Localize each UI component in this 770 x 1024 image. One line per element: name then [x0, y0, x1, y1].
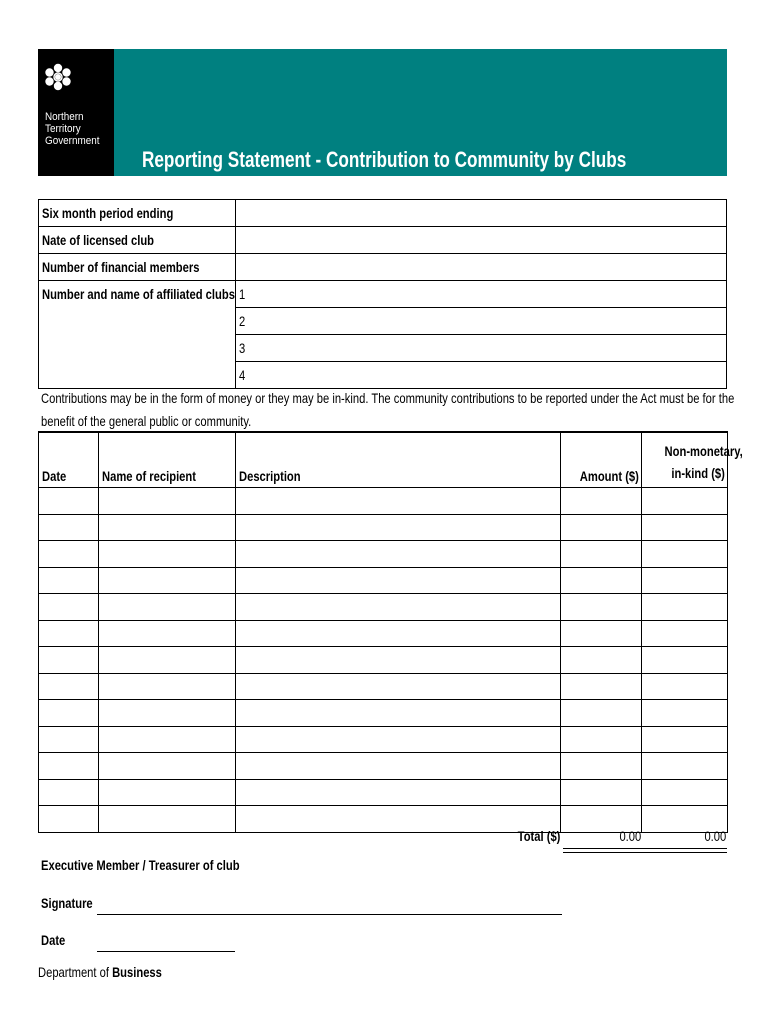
nonmonetary-cell[interactable] — [642, 541, 728, 568]
dept-name: Business — [112, 964, 162, 980]
amount-cell[interactable] — [561, 488, 642, 515]
description-cell[interactable] — [236, 488, 561, 515]
col-header-nonmonetary: Non-monetary, in-kind ($) — [642, 432, 728, 488]
members-row — [39, 254, 727, 281]
date-cell[interactable] — [39, 488, 99, 515]
nonmonetary-cell[interactable] — [642, 779, 728, 806]
amount-cell[interactable] — [561, 779, 642, 806]
amount-cell[interactable] — [561, 753, 642, 780]
col-header-recipient: Name of recipient — [99, 432, 236, 488]
recipient-cell[interactable] — [99, 673, 236, 700]
table-row — [39, 594, 728, 621]
signature-label: Signature — [41, 895, 93, 911]
amount-cell[interactable] — [561, 700, 642, 727]
note-line: benefit of the general public or community. — [41, 413, 252, 429]
total-amount: 0.00 — [619, 828, 641, 844]
amount-cell[interactable] — [561, 726, 642, 753]
recipient-cell[interactable] — [99, 700, 236, 727]
table-row — [39, 541, 728, 568]
col-header-description: Description — [236, 432, 561, 488]
nonmonetary-cell[interactable] — [642, 620, 728, 647]
members-label: Number of financial members — [39, 254, 236, 281]
description-cell[interactable] — [236, 673, 561, 700]
table-row — [39, 620, 728, 647]
nonmonetary-cell[interactable] — [642, 514, 728, 541]
affiliated-club-field-3[interactable]: 3 — [236, 335, 727, 362]
recipient-cell[interactable] — [99, 594, 236, 621]
col-header-date: Date — [39, 432, 99, 488]
date-cell[interactable] — [39, 753, 99, 780]
recipient-cell[interactable] — [99, 806, 236, 833]
description-cell[interactable] — [236, 594, 561, 621]
page-title: Reporting Statement - Contribution to Community by Clubs — [142, 147, 627, 172]
date-cell[interactable] — [39, 567, 99, 594]
amount-cell[interactable] — [561, 620, 642, 647]
description-cell[interactable] — [236, 541, 561, 568]
nonmonetary-cell[interactable] — [642, 488, 728, 515]
nonmonetary-cell[interactable] — [642, 673, 728, 700]
department-footer — [38, 964, 193, 980]
flower-icon — [44, 63, 72, 91]
date-cell[interactable] — [39, 594, 99, 621]
affiliated-row — [39, 362, 727, 389]
table-row — [39, 567, 728, 594]
affiliated-row — [39, 308, 727, 335]
table-header-row — [39, 432, 728, 488]
affiliated-club-field-2[interactable]: 2 — [236, 308, 727, 335]
club-info-table — [38, 199, 727, 389]
executive-label: Executive Member / Treasurer of club — [41, 857, 240, 873]
description-cell[interactable] — [236, 514, 561, 541]
col-header-amount: Amount ($) — [561, 432, 642, 488]
table-row — [39, 647, 728, 674]
recipient-cell[interactable] — [99, 753, 236, 780]
amount-cell[interactable] — [561, 514, 642, 541]
recipient-cell[interactable] — [99, 541, 236, 568]
header-banner — [38, 49, 727, 176]
date-cell[interactable] — [39, 514, 99, 541]
period-row — [39, 200, 727, 227]
amount-cell[interactable] — [561, 673, 642, 700]
recipient-cell[interactable] — [99, 647, 236, 674]
club-row — [39, 227, 727, 254]
description-cell[interactable] — [236, 753, 561, 780]
description-cell[interactable] — [236, 567, 561, 594]
contributions-table — [38, 431, 743, 833]
date-cell[interactable] — [39, 779, 99, 806]
logo-line: Northern — [45, 111, 84, 123]
affiliated-row — [39, 281, 727, 308]
total-underline — [563, 848, 643, 853]
description-cell[interactable] — [236, 647, 561, 674]
date-label: Date — [41, 932, 66, 948]
members-field[interactable] — [236, 254, 727, 281]
date-cell[interactable] — [39, 726, 99, 753]
recipient-cell[interactable] — [99, 726, 236, 753]
affiliated-row — [39, 335, 727, 362]
table-row — [39, 726, 728, 753]
recipient-cell[interactable] — [99, 779, 236, 806]
amount-cell[interactable] — [561, 541, 642, 568]
affiliated-club-field-4[interactable]: 4 — [236, 362, 727, 389]
date-cell[interactable] — [39, 673, 99, 700]
date-cell[interactable] — [39, 806, 99, 833]
table-row — [39, 514, 728, 541]
total-nonmonetary: 0.00 — [704, 828, 726, 844]
description-cell[interactable] — [236, 726, 561, 753]
table-row — [39, 753, 728, 780]
contribution-note — [41, 387, 770, 433]
table-row — [39, 488, 728, 515]
club-label: Nate of licensed club — [39, 227, 236, 254]
date-cell[interactable] — [39, 541, 99, 568]
recipient-cell[interactable] — [99, 488, 236, 515]
date-line[interactable] — [97, 951, 235, 952]
description-cell[interactable] — [236, 700, 561, 727]
description-cell[interactable] — [236, 779, 561, 806]
note-line: Contributions may be in the form of money or they may be in-kind. The community contributions to be reported under the Act must be for the — [41, 390, 735, 406]
amount-cell[interactable] — [561, 647, 642, 674]
nt-government-logo — [38, 49, 114, 176]
nonmonetary-cell[interactable] — [642, 753, 728, 780]
amount-cell[interactable] — [561, 594, 642, 621]
date-cell[interactable] — [39, 647, 99, 674]
date-cell[interactable] — [39, 620, 99, 647]
logo-line: Territory — [45, 123, 81, 135]
nonmonetary-cell[interactable] — [642, 567, 728, 594]
recipient-cell[interactable] — [99, 567, 236, 594]
table-row — [39, 779, 728, 806]
table-row — [39, 673, 728, 700]
period-field[interactable] — [236, 200, 727, 227]
nonmonetary-cell[interactable] — [642, 726, 728, 753]
club-name-field[interactable] — [236, 227, 727, 254]
logo-text — [45, 111, 99, 147]
logo-line: Government — [45, 135, 100, 147]
affiliated-label: Number and name of affiliated clubs — [39, 281, 236, 308]
table-row — [39, 700, 728, 727]
total-label: Total ($) — [517, 828, 560, 844]
nonmonetary-cell[interactable] — [642, 700, 728, 727]
dept-prefix: Department of — [38, 964, 113, 980]
date-cell[interactable] — [39, 700, 99, 727]
recipient-cell[interactable] — [99, 514, 236, 541]
recipient-cell[interactable] — [99, 620, 236, 647]
signature-line[interactable] — [97, 914, 562, 915]
affiliated-club-field-1[interactable]: 1 — [236, 281, 727, 308]
period-label: Six month period ending — [39, 200, 236, 227]
nonmonetary-cell[interactable] — [642, 594, 728, 621]
description-cell[interactable] — [236, 620, 561, 647]
amount-cell[interactable] — [561, 567, 642, 594]
total-underline — [643, 848, 727, 853]
nonmonetary-cell[interactable] — [642, 647, 728, 674]
